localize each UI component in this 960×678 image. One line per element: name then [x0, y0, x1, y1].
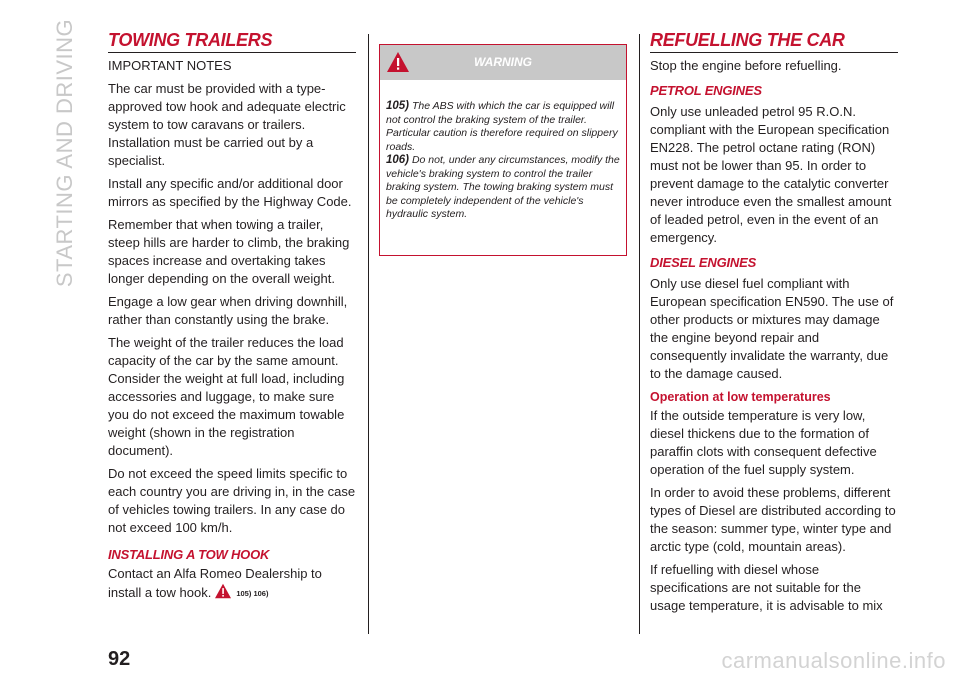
- warning-number-105: 105): [386, 100, 410, 112]
- column-towing-trailers: [108, 30, 356, 608]
- warning-item-106: [386, 154, 620, 222]
- paragraph-low-temperature-effect: If the outside temperature is very low, diesel thickens due to the formation of paraffin clots with consequent defective operation of the fuel supply system.: [650, 408, 877, 477]
- chapter-title-text: STARTING AND DRIVING: [52, 18, 77, 287]
- column-divider-left: [368, 34, 369, 634]
- warning-references: 105) 106): [236, 589, 269, 598]
- paragraph-trailer-weight: The weight of the trailer reduces the load capacity of the car by the same amount. Consider the weight at full load, including accessories and luggage, to make sure you do not exceed the maximum towable weight (shown in the registration document).: [108, 335, 345, 458]
- paragraph-low-gear: Engage a low gear when driving downhill, rather than constantly using the brake.: [108, 294, 348, 327]
- column-warning: [379, 44, 627, 256]
- paragraph-tow-hook-requirement: The car must be provided with a type-approved tow hook and adequate electric system to tow caravans or trailers. Installation must be carried out by a specialist.: [108, 81, 346, 168]
- warning-body: [380, 80, 626, 222]
- warning-header: [380, 45, 626, 80]
- contact-dealership-text: Contact an Alfa Romeo Dealership to install a tow hook.: [108, 566, 322, 600]
- paragraph-steep-hills: Remember that when towing a trailer, steep hills are harder to climb, the braking spaces increase and overtaking takes longer depending on the overall weight.: [108, 217, 350, 286]
- subheading-diesel-engines: DIESEL ENGINES: [650, 255, 757, 270]
- chapter-side-title: [50, 18, 80, 287]
- warning-triangle-icon: [214, 583, 232, 599]
- section-heading-refuelling: REFUELLING THE CAR: [650, 30, 898, 53]
- paragraph-stop-engine: Stop the engine before refuelling.: [650, 58, 842, 73]
- section-heading-towing-trailers: TOWING TRAILERS: [108, 30, 356, 53]
- paragraph-important-notes: IMPORTANT NOTES: [108, 58, 232, 73]
- warning-text-105: The ABS with which the car is equipped will not control the braking system of the trailer. Particular caution is therefore required on slippery roads.: [386, 100, 618, 153]
- warning-number-106: 106): [386, 154, 410, 166]
- paragraph-seasonal-diesel: In order to avoid these problems, different types of Diesel are distributed according to the season: summer type, winter type and arctic type (cold, mountain areas).: [650, 485, 896, 554]
- subheading-installing-tow-hook: INSTALLING A TOW HOOK: [108, 547, 270, 562]
- paragraph-unsuitable-diesel: If refuelling with diesel whose specifications are not suitable for the usage temperature, it is advisable to mix: [650, 562, 883, 613]
- warning-text-106: Do not, under any circumstances, modify the vehicle's braking system to control the trailer braking system. The towing braking system must be completely independent of the vehicle's hydraulic system.: [386, 154, 620, 220]
- paragraph-diesel-specification: Only use diesel fuel compliant with European specification EN590. The use of other products or mixtures may damage the engine beyond repair and consequently invalidate the warranty, due to the damage caused.: [650, 276, 894, 381]
- site-watermark: carmanualsonline.info: [721, 648, 946, 673]
- warning-item-105: [386, 100, 620, 154]
- subheading-petrol-engines: PETROL ENGINES: [650, 83, 762, 98]
- subheading-low-temperatures: Operation at low temperatures: [650, 390, 831, 404]
- column-refuelling: [650, 30, 898, 620]
- column-divider-right: [639, 34, 640, 634]
- paragraph-contact-dealership: [108, 565, 356, 603]
- page-number: 92: [108, 648, 131, 670]
- paragraph-door-mirrors: Install any specific and/or additional door mirrors as specified by the Highway Code.: [108, 176, 352, 209]
- warning-box: [379, 44, 627, 256]
- paragraph-speed-limits: Do not exceed the speed limits specific to each country you are driving in, in the case of vehicles towing trailers. In any case do not exceed 100 km/h.: [108, 466, 356, 535]
- paragraph-petrol-specification: Only use unleaded petrol 95 R.O.N. compliant with the European specification EN228. The petrol octane rating (RON) must not be lower than 95. In order to prevent damage to the catalytic converter never introduce even the smallest amount of leaded petrol, even in the event of an emergency.: [650, 104, 892, 245]
- warning-title: WARNING: [474, 55, 532, 69]
